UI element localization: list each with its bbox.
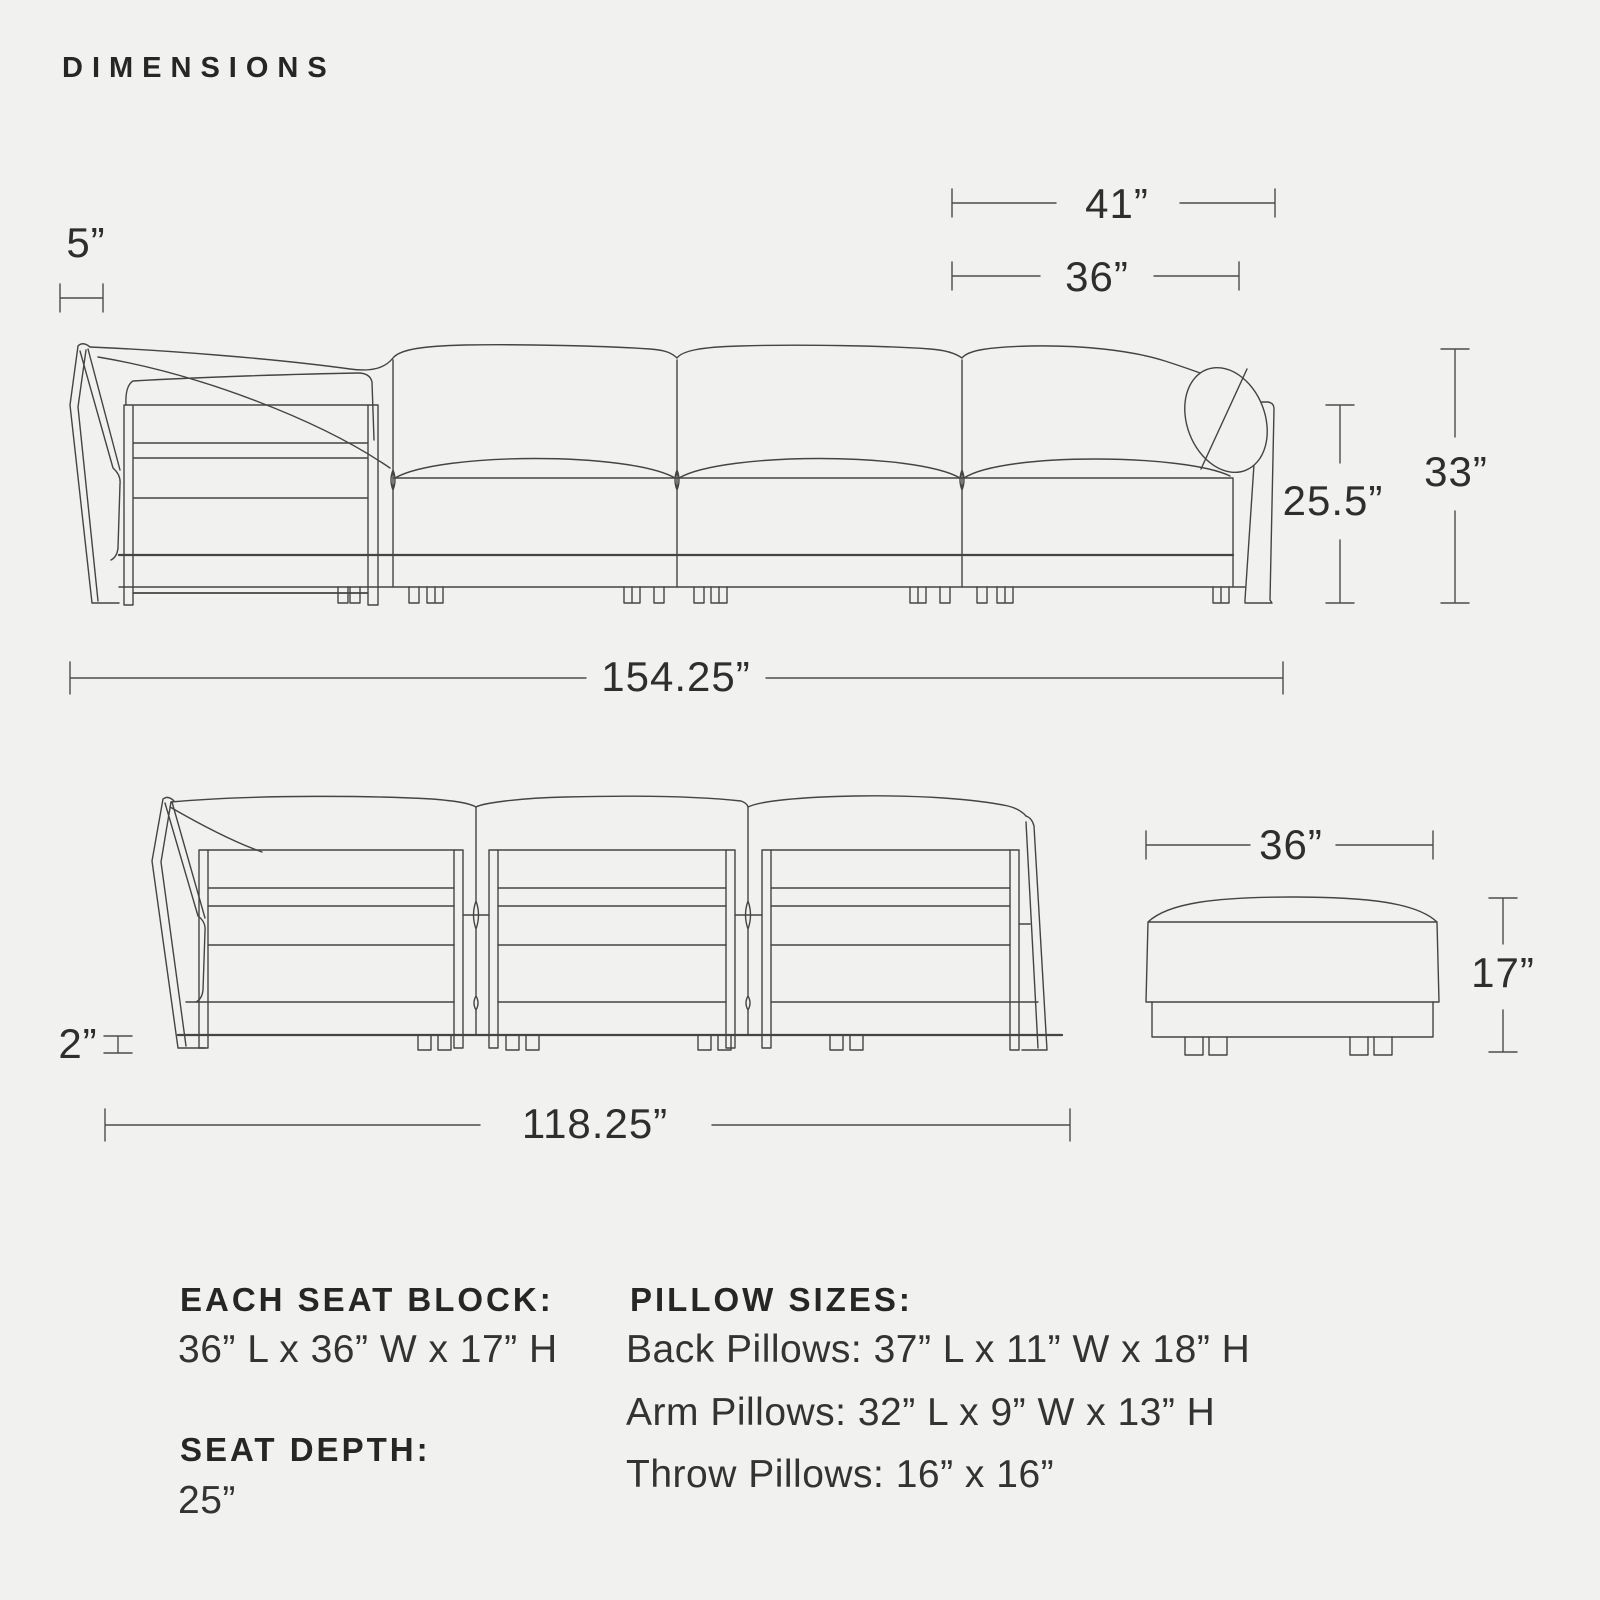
corner-inner-cushion <box>126 373 374 440</box>
dim-label-ottoman-width: 36” <box>1259 821 1323 868</box>
back-module-seams <box>463 807 1030 1035</box>
spec-arm-pillows: Arm Pillows: 32” L x 9” W x 13” H <box>626 1391 1216 1434</box>
back-corner-wedge <box>165 802 262 1002</box>
dimension-lines <box>60 189 1517 1141</box>
spec-seat-block-heading: EACH SEAT BLOCK: <box>180 1281 554 1318</box>
dim-label-seat-with-arm-width: 41” <box>1085 180 1149 227</box>
back-right-arm-panel <box>1022 816 1047 1050</box>
dim-label-overall-width-back: 118.25” <box>521 1100 669 1147</box>
page-title: DIMENSIONS <box>62 52 336 84</box>
ottoman-drawing <box>1146 897 1439 1055</box>
back-frame-rails <box>186 850 1038 1002</box>
spec-pillow-sizes-heading: PILLOW SIZES: <box>630 1281 913 1318</box>
corner-cushion-wedge <box>80 349 120 560</box>
dim-label-back-tilt-depth: 5” <box>66 219 106 266</box>
spec-seat-depth-value: 25” <box>178 1479 236 1522</box>
spec-back-pillows: Back Pillows: 37” L x 11” W x 18” H <box>626 1328 1251 1371</box>
back-frame-posts <box>199 850 1019 1050</box>
front-base-bottom <box>119 587 1245 593</box>
back-cushion-top-outline <box>171 796 1026 816</box>
front-module-seams <box>391 360 964 587</box>
corner-back-panel <box>70 344 119 603</box>
ottoman-body <box>1146 897 1439 1002</box>
dim-label-leg-height: 2” <box>58 1020 98 1067</box>
spec-throw-pillows: Throw Pillows: 16” x 16” <box>626 1453 1055 1496</box>
front-seat-cushions <box>393 459 1233 588</box>
front-legs <box>338 587 1229 603</box>
dim-label-ottoman-height: 17” <box>1471 949 1535 996</box>
dim-label-overall-width-front: 154.25” <box>601 653 751 700</box>
back-elevation-drawing <box>152 796 1062 1050</box>
dim-label-seat-back-height: 25.5” <box>1282 477 1384 524</box>
ottoman-base <box>1152 1002 1433 1037</box>
corner-frame <box>124 405 378 605</box>
dim-label-overall-height: 33” <box>1424 448 1488 495</box>
dim-line-back-tilt-depth <box>60 284 103 312</box>
spec-seat-block-value: 36” L x 36” W x 17” H <box>178 1328 558 1371</box>
back-corner-panel <box>152 797 205 1048</box>
front-elevation-drawing <box>70 344 1282 605</box>
backrest-top-outline <box>90 345 1255 404</box>
dim-line-leg-height <box>104 1036 132 1053</box>
back-legs <box>418 1035 863 1050</box>
ottoman-legs <box>1185 1037 1392 1055</box>
dim-label-seat-block-width: 36” <box>1065 253 1129 300</box>
spec-seat-depth-heading: SEAT DEPTH: <box>180 1431 431 1468</box>
